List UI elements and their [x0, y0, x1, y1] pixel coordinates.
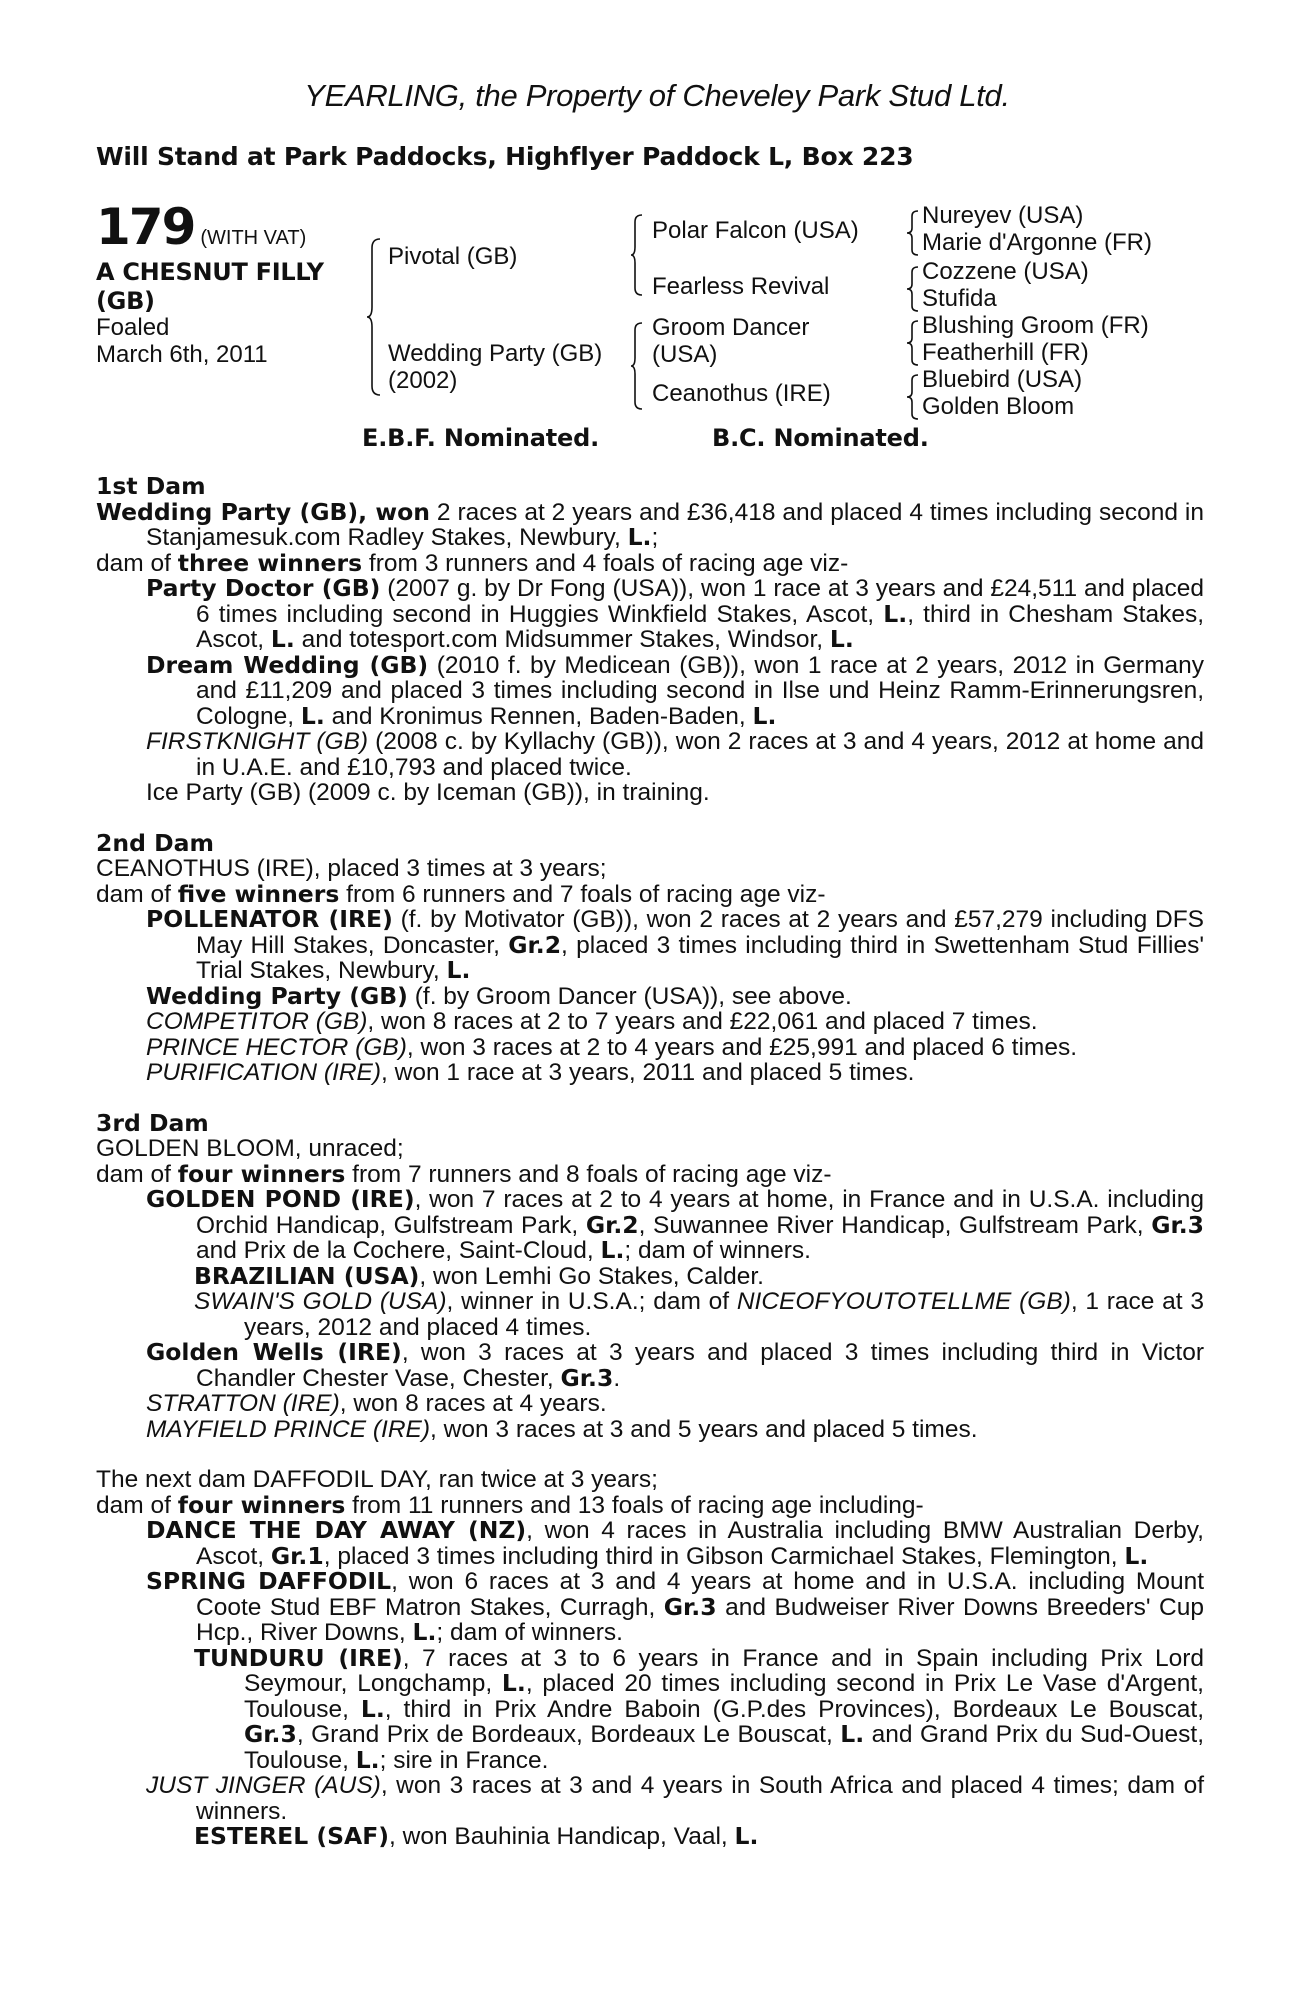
- second-dam-section: [96, 828, 1204, 1086]
- first-dam-heading: 1st Dam: [96, 472, 206, 500]
- pedigree-gen3-8: Golden Bloom: [922, 393, 1075, 420]
- pedigree-gen3-3: Cozzene (USA): [922, 258, 1089, 285]
- third-dam-produce-4: MAYFIELD PRINCE (IRE), won 3 races at 3 and 5 years and placed 5 times.: [146, 1415, 978, 1443]
- next-dam-grandproduce-1: TUNDURU (IRE), 7 races at 3 to 6 years in France and in Spain including Prix Lord Seymour, Longchamp, L., placed 20 times including second in Prix Le Vase d'Argent, Toulouse, L., third in Prix Andre Baboin (G.P.des Provinces), Bordeaux Le Bouscat, Gr.3, Grand Prix de Bordeaux, Bordeaux Le Bouscat, L. and Grand Prix du Sud-Ouest, Toulouse, L.; sire in France.: [194, 1643, 1205, 1774]
- third-dam-produce-3: STRATTON (IRE), won 8 races at 4 years.: [146, 1390, 607, 1417]
- first-dam-produce-1: Party Doctor (GB) (2007 g. by Dr Fong (USA)), won 1 race at 3 years and £24,511 and placed 6 times including second in Huggies Winkfield Stakes, Ascot, L., third in Chesham Stakes, Ascot, L. and totesport.com Midsummer Stakes, Windsor, L.: [146, 574, 1205, 653]
- pedigree-gen3-4: Stufida: [922, 285, 997, 312]
- pedigree-gen3-2: Marie d'Argonne (FR): [922, 229, 1152, 256]
- pedigree-dam-dam: Ceanothus (IRE): [652, 380, 831, 407]
- pedigree-gen3-5: Blushing Groom (FR): [922, 312, 1149, 339]
- horse-description: [96, 258, 324, 316]
- brace-sire-dam: [366, 238, 382, 396]
- first-dam-produce-3: FIRSTKNIGHT (GB) (2008 c. by Kyllachy (GB)), won 2 races at 3 and 4 years, 2012 at home and in U.A.E. and £10,793 and placed twice.: [146, 728, 1204, 781]
- lot-number: 179: [96, 198, 195, 256]
- foaled-label: Foaled: [96, 314, 170, 341]
- second-dam-produce-4: PRINCE HECTOR (GB), won 3 races at 2 to 4 years and £25,991 and placed 6 times.: [146, 1033, 1077, 1061]
- third-dam-grandproduce-1: BRAZILIAN (USA), won Lemhi Go Stakes, Calder.: [194, 1261, 764, 1290]
- pedigree-dam-sire-country: (USA): [652, 341, 718, 368]
- pedigree-dam-name: Wedding Party (GB): [388, 340, 603, 367]
- foaled-info: [96, 314, 268, 368]
- second-dam-produce-2: Wedding Party (GB) (f. by Groom Dancer (USA)), see above.: [146, 981, 852, 1010]
- pedigree-dam-sire: [652, 314, 809, 368]
- next-dam-produce-2: SPRING DAFFODIL, won 6 races at 3 and 4 years at home and in U.S.A. including Mount Coote Stud EBF Matron Stakes, Curragh, Gr.3 and Budweiser River Downs Breeders' Cup Hcp., River Downs, L.; dam of winners.: [146, 1567, 1204, 1646]
- third-dam-section: [96, 1108, 1205, 1443]
- brace-gen3-4: [906, 374, 920, 420]
- next-dam-produce-1: DANCE THE DAY AWAY (NZ), won 4 races in Australia including BMW Australian Derby, Ascot, Gr.1, placed 3 times including third in Gibson Carmichael Stakes, Flemington, L.: [146, 1516, 1204, 1570]
- second-dam-produce-5: PURIFICATION (IRE), won 1 race at 3 years, 2011 and placed 5 times.: [146, 1059, 915, 1086]
- bc-nominated: B.C. Nominated.: [712, 424, 929, 452]
- second-dam-produce-1: POLLENATOR (IRE) (f. by Motivator (GB)), won 2 races at 2 years and £57,279 including DFS May Hill Stakes, Doncaster, Gr.2, placed 3 times including third in Swettenham Stud Fillies' Trial Stakes, Newbury, L.: [146, 905, 1204, 984]
- pedigree-gen3-6: Featherhill (FR): [922, 339, 1089, 366]
- next-dam-produce-summary: dam of four winners from 11 runners and 13 foals of racing age including-: [96, 1490, 924, 1519]
- next-dam-produce-3: JUST JINGER (AUS), won 3 races at 3 and 4 years in South Africa and placed 4 times; dam of winners.: [146, 1772, 1204, 1825]
- third-dam-record: GOLDEN BLOOM, unraced;: [96, 1135, 404, 1162]
- vat-label: (WITH VAT): [200, 227, 307, 249]
- pedigree-sire: Pivotal (GB): [388, 243, 518, 270]
- first-dam-produce-2: Dream Wedding (GB) (2010 f. by Medicean (GB)), won 1 race at 2 years, 2012 in Germany and £11,209 and placed 3 times including second in Ilse und Heinz Ramm-Erinnerungsren, Cologne, L. and Kronimus Rennen, Baden-Baden, L.: [146, 650, 1204, 730]
- first-dam-section: [96, 474, 1204, 806]
- second-dam-produce-3: COMPETITOR (GB), won 8 races at 2 to 7 years and £22,061 and placed 7 times.: [146, 1008, 1038, 1035]
- pedigree-gen3-1: Nureyev (USA): [922, 202, 1084, 229]
- second-dam-record: CEANOTHUS (IRE), placed 3 times at 3 years;: [96, 855, 607, 882]
- page-title: YEARLING, the Property of Cheveley Park Stud Ltd.: [304, 78, 1010, 113]
- brace-gen3-2: [906, 266, 920, 312]
- third-dam-heading: 3rd Dam: [96, 1108, 209, 1137]
- third-dam-grandproduce-2: SWAIN'S GOLD (USA), winner in U.S.A.; dam of NICEOFYOUTOTELLME (GB), 1 race at 3 years, 2012 and placed 4 times.: [194, 1288, 1205, 1341]
- horse-name-line2: (GB): [96, 287, 155, 315]
- brace-gen3-3: [906, 320, 920, 366]
- pedigree-sire-sire: Polar Falcon (USA): [652, 217, 859, 244]
- pedigree-sire-dam: Fearless Revival: [652, 273, 830, 300]
- pedigree-dam: [388, 340, 602, 394]
- next-dam-grandproduce-2: ESTEREL (SAF), won Bauhinia Handicap, Vaal, L.: [194, 1822, 759, 1850]
- horse-name-line1: A CHESNUT FILLY: [96, 258, 324, 286]
- third-dam-produce-2: Golden Wells (IRE), won 3 races at 3 years and placed 3 times including third in Victor Chandler Chester Vase, Chester, Gr.3.: [146, 1338, 1204, 1392]
- brace-dam-parents: [630, 322, 644, 410]
- second-dam-produce-summary: dam of five winners from 6 runners and 7 foals of racing age viz-: [96, 879, 826, 908]
- foaled-date: March 6th, 2011: [96, 341, 268, 368]
- first-dam-record: Wedding Party (GB), won 2 races at 2 years and £36,418 and placed 4 times including second in Stanjamesuk.com Radley Stakes, Newbury, L.;: [96, 497, 1204, 551]
- pedigree-gen3-7: Bluebird (USA): [922, 366, 1083, 393]
- pedigree-dam-year: (2002): [388, 367, 458, 394]
- first-dam-produce-summary: dam of three winners from 3 runners and 4 foals of racing age viz-: [96, 548, 849, 577]
- lot-number-line: [96, 198, 306, 256]
- brace-gen3-1: [906, 210, 920, 256]
- third-dam-produce-summary: dam of four winners from 7 runners and 8 foals of racing age viz-: [96, 1159, 832, 1188]
- third-dam-produce-1: GOLDEN POND (IRE), won 7 races at 2 to 4 years at home, in France and in U.S.A. including Orchid Handicap, Gulfstream Park, Gr.2, Suwannee River Handicap, Gulfstream Park, Gr.3 and Prix de la Cochere, Saint-Cloud, L.; dam of winners.: [146, 1185, 1205, 1264]
- pedigree-dam-sire-name: Groom Dancer: [652, 314, 810, 341]
- second-dam-heading: 2nd Dam: [96, 828, 214, 857]
- ebf-nominated: E.B.F. Nominated.: [362, 424, 599, 452]
- stand-location: Will Stand at Park Paddocks, Highflyer Paddock L, Box 223: [96, 142, 914, 171]
- brace-sire-parents: [630, 214, 644, 296]
- produce-record: [96, 474, 1204, 1875]
- next-dam-section: [96, 1467, 1204, 1850]
- first-dam-produce-4: Ice Party (GB) (2009 c. by Iceman (GB)), in training.: [146, 779, 710, 806]
- next-dam-record: The next dam DAFFODIL DAY, ran twice at 3 years;: [96, 1466, 658, 1493]
